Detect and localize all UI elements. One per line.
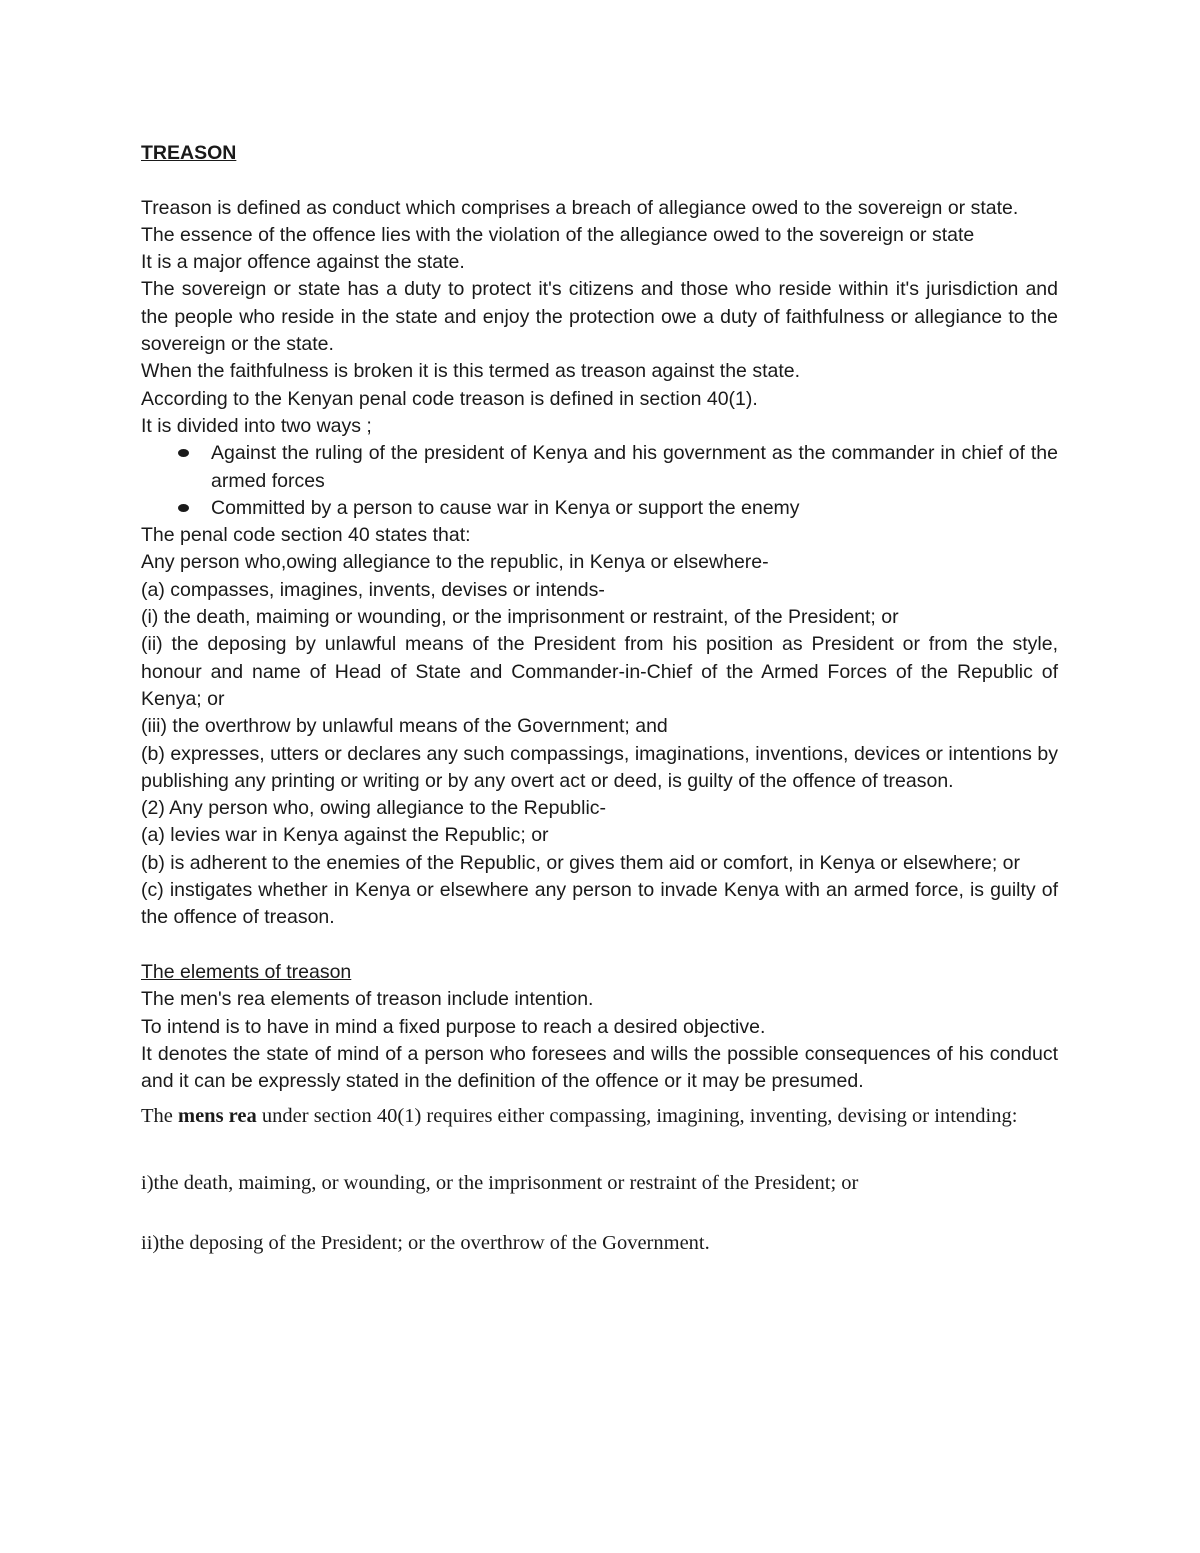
mens-rea-prefix: The xyxy=(141,1105,178,1128)
list-item-text: Against the ruling of the president of Kenya and his government as the commander in chief of the armed forces xyxy=(211,442,1058,492)
spacer xyxy=(141,167,1058,194)
section40-line: (ii) the deposing by unlawful means of the President from his position as President or from the style, honour and name of Head of State and Commander-in-Chief of the Armed Forces of the Republic of Kenya; or xyxy=(141,633,1058,710)
section40-line: (i) the death, maiming or wounding, or the imprisonment or restraint, of the President; or xyxy=(141,606,899,629)
spacer xyxy=(141,932,1058,959)
bullet-icon xyxy=(178,504,189,512)
elements-paragraph: To intend is to have in mind a fixed purpose to reach a desired objective. xyxy=(141,1015,766,1038)
paragraph-major-offence: It is a major offence against the state. xyxy=(141,251,465,274)
elements-paragraph: The men's rea elements of treason include intention. xyxy=(141,988,594,1011)
elements-heading: The elements of treason xyxy=(141,960,352,983)
paragraph-two-ways: It is divided into two ways ; xyxy=(141,414,372,437)
section40-line: (iii) the overthrow by unlawful means of the Government; and xyxy=(141,715,668,738)
section40-line: Any person who,owing allegiance to the republic, in Kenya or elsewhere- xyxy=(141,551,769,574)
document-body xyxy=(141,140,1058,1257)
mens-rea-term: mens rea xyxy=(178,1105,257,1128)
spacer xyxy=(141,1197,1058,1230)
paragraph-essence: The essence of the offence lies with the violation of the allegiance owed to the sovereign or state xyxy=(141,223,975,246)
list-item xyxy=(141,495,1058,522)
mens-rea-item: i)the death, maiming, or wounding, or the imprisonment or restraint of the President; or xyxy=(141,1172,859,1195)
section40-intro: The penal code section 40 states that: xyxy=(141,524,471,547)
section40-line: (2) Any person who, owing allegiance to the Republic- xyxy=(141,797,607,820)
mens-rea-item: ii)the deposing of the President; or the overthrow of the Government. xyxy=(141,1232,710,1255)
paragraph-penal-code: According to the Kenyan penal code treason is defined in section 40(1). xyxy=(141,387,758,410)
section40-line: (b) is adherent to the enemies of the Republic, or gives them aid or comfort, in Kenya or elsewhere; or xyxy=(141,851,1021,874)
mens-rea-suffix: under section 40(1) requires either compassing, imagining, inventing, devising or intending: xyxy=(256,1105,1018,1128)
spacer xyxy=(141,1137,1058,1170)
section40-line: (b) expresses, utters or declares any such compassings, imaginations, inventions, devices or intentions by publishing any printing or writing or by any overt act or deed, is guilty of the offence of treason. xyxy=(141,742,1058,792)
paragraph-faithfulness: When the faithfulness is broken it is this termed as treason against the state. xyxy=(141,360,801,383)
mens-rea-paragraph xyxy=(141,1096,1058,1137)
paragraph-definition: Treason is defined as conduct which comprises a breach of allegiance owed to the sovereign or state. xyxy=(141,196,1019,219)
page-title: TREASON xyxy=(141,142,237,164)
bullet-list xyxy=(141,440,1058,522)
section40-line: (a) levies war in Kenya against the Republic; or xyxy=(141,824,549,847)
section40-line: (c) instigates whether in Kenya or elsewhere any person to invade Kenya with an armed force, is guilty of the offence of treason. xyxy=(141,879,1058,929)
list-item xyxy=(141,440,1058,495)
elements-paragraph: It denotes the state of mind of a person who foresees and wills the possible consequences of his conduct and it can be expressly stated in the definition of the offence or it may be presumed. xyxy=(141,1042,1058,1093)
paragraph-duty: The sovereign or state has a duty to protect it's citizens and those who reside within it's jurisdiction and the people who reside in the state and enjoy the protection owe a duty of faithfulness or allegiance to the sovereign or the state. xyxy=(141,278,1058,356)
bullet-icon xyxy=(178,449,189,457)
list-item-text: Committed by a person to cause war in Kenya or support the enemy xyxy=(211,496,800,519)
section40-line: (a) compasses, imagines, invents, devises or intends- xyxy=(141,578,605,601)
